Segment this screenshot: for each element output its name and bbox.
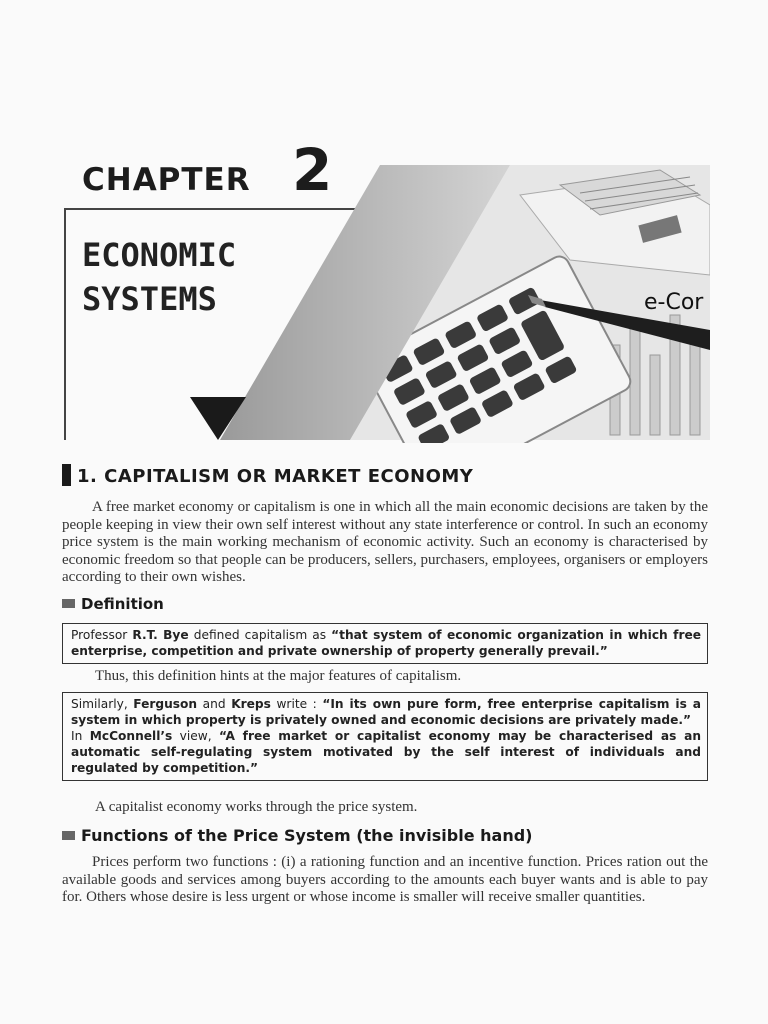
- author-name: R.T. Bye: [132, 628, 189, 642]
- author-name: Kreps: [231, 697, 271, 711]
- heading-marker: [62, 464, 71, 486]
- chapter-title-line2: SYSTEMS: [82, 280, 217, 318]
- square-bullet-icon: [62, 831, 75, 840]
- intro-text: A free market economy or capitalism is one in which all the main economic decisions are taken by the people keeping in view their own self interest without any state interference or control. In such an economy price system is the main working mechanism of economic activity. Such an economy is characterised by economic freedom so that people can be producers, sellers, purchasers, employees, organisers or employers according to their own wishes.: [62, 499, 708, 585]
- banner-image: [190, 165, 710, 443]
- chapter-number: 2: [292, 136, 333, 204]
- mcconnell-quote: [71, 728, 701, 776]
- functions-heading-text: Functions of the Price System (the invisible hand): [81, 826, 533, 845]
- definition-heading-text: Definition: [81, 595, 164, 613]
- functions-text: Prices perform two functions : (i) a rationing function and an incentive function. Prices ration out the available goods and services among buyers according to the amounts each buyer wants and is able to pay for. Others whose desire is less urgent or whose income is smaller will receive smaller quantities.: [62, 854, 708, 905]
- intro-paragraph: [62, 499, 708, 587]
- quote-bold: “A free market or capitalist economy may be characterised as an automatic self-regulating system motivated by the self interest of individuals and regulated by competition.”: [71, 729, 701, 775]
- quote-bold: “that system of economic organization in which free enterprise, competition and private ownership of property generally prevail.”: [71, 628, 702, 658]
- quote-text: In: [71, 729, 90, 743]
- definition-heading: [62, 595, 164, 613]
- definition-quote-box-ferguson-mcconnell: [62, 692, 708, 781]
- functions-heading: [62, 826, 533, 845]
- author-name: McConnell’s: [89, 729, 173, 743]
- section-heading-text: 1. CAPITALISM OR MARKET ECONOMY: [77, 466, 474, 487]
- section-heading: [62, 464, 473, 487]
- functions-paragraph: [62, 854, 708, 907]
- quote-text: view,: [172, 729, 220, 743]
- definition-quote-box-bye: [62, 623, 708, 664]
- quote-text: Similarly,: [71, 697, 134, 711]
- quote-text: and: [197, 697, 232, 711]
- chapter-title-line1: ECONOMIC: [82, 236, 237, 274]
- after-box1-text: Thus, this definition hints at the major features of capitalism.: [95, 668, 462, 684]
- after-box2-text: A capitalist economy works through the price system.: [95, 799, 418, 815]
- quote-text: defined capitalism as: [188, 628, 332, 642]
- quote-bold: “In its own pure form, free enterprise capitalism is a system in which property is privately owned and economic decisions are privately made.”: [71, 697, 701, 727]
- ferguson-quote: [71, 696, 701, 728]
- chapter-label: CHAPTER: [82, 162, 251, 198]
- quote-text: Professor: [71, 628, 133, 642]
- banner-logo-text: e-Cor: [644, 290, 704, 315]
- square-bullet-icon: [62, 599, 75, 608]
- quote-text: write :: [270, 697, 323, 711]
- author-name: Ferguson: [133, 697, 198, 711]
